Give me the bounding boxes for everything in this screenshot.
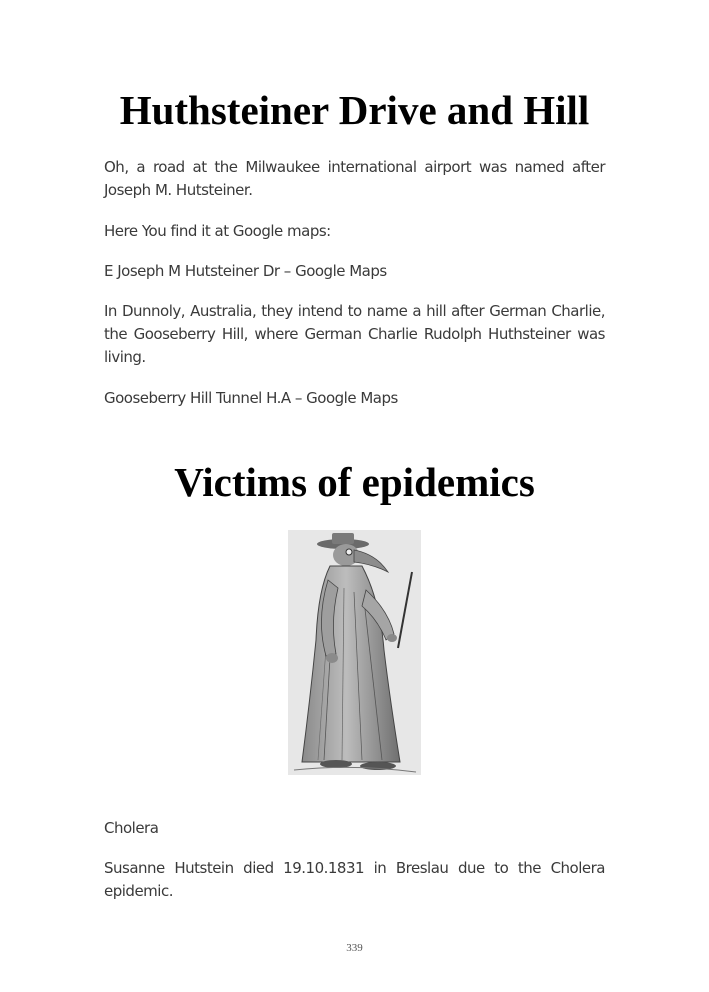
section-heading-victims-of-epidemics: Victims of epidemics: [174, 459, 535, 505]
paragraph-milwaukee-road: Oh, a road at the Milwaukee international airport was named after Joseph M. Hutsteiner.: [104, 158, 605, 199]
plague-doctor-illustration: [288, 530, 421, 775]
link-joseph-hutsteiner-drive-maps[interactable]: E Joseph M Hutsteiner Dr – Google Maps: [104, 262, 387, 280]
paragraph-dunnoly-hill: In Dunnoly, Australia, they intend to name a hill after German Charlie, the Gooseberry Hill, where German Charlie Rudolph Huthsteiner was living.: [104, 302, 605, 366]
page-number: 339: [346, 942, 363, 954]
section-heading-huthsteiner-drive: Huthsteiner Drive and Hill: [119, 87, 590, 133]
plague-doctor-image: [288, 530, 421, 775]
paragraph-cholera: Cholera: [104, 819, 159, 837]
paragraph-google-maps-intro: Here You find it at Google maps:: [104, 222, 331, 240]
link-gooseberry-hill-maps[interactable]: Gooseberry Hill Tunnel H.A – Google Maps: [104, 389, 398, 407]
paragraph-susanne-hutstein: Susanne Hutstein died 19.10.1831 in Breslau due to the Cholera epidemic.: [104, 859, 605, 900]
